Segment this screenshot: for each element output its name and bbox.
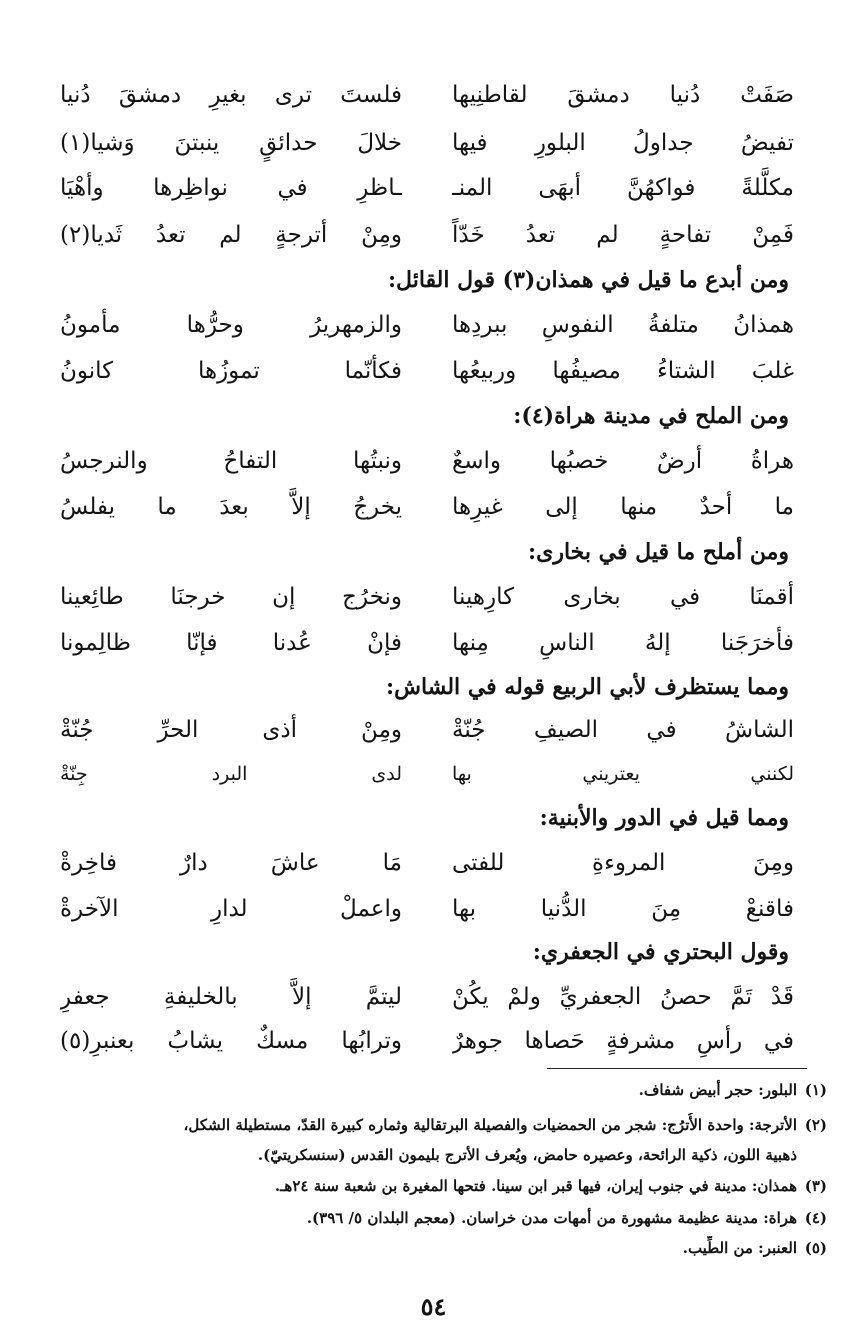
prose-line: وقول البحتري في الجعفري: [532,939,789,965]
footnote [37,1236,827,1261]
verse-line [60,974,794,1020]
prose-line: ومما يستظرف لأبي الربيع قوله في الشاش: [386,674,789,700]
verse-hemistich-second: لدى البرد جِنّةْ [60,763,402,785]
verse-hemistich-first: فأخرَجَنا إلهُ الناسِ مِنها [452,630,794,656]
verse-line [60,120,794,166]
footnote [37,1078,827,1103]
verse-hemistich-first: فاقنعْ مِنَ الدُّنيا بها [452,896,794,922]
verse-line [60,620,794,666]
footnote-number: (٤) [804,1209,827,1227]
footnote-text: الأترجة: واحدة الأُترُج: شجر من الحمضيات والفصيلة البرتقالية وثماره كبيرة القدّ، مستطيلة الشكل، [183,1116,797,1134]
verse-line [60,484,794,530]
verse-line [60,438,794,484]
verse-line [60,707,794,753]
verse-hemistich-second: ونخرُج إن خرجنَا طائِعينا [60,584,402,610]
verse-hemistich-second: وترابُها مسكٌ يشابُ بعنبرِ(٥) [60,1028,402,1054]
verse-hemistich-second: خلالَ حدائقٍ ينبتنَ وَشيا(١) [60,130,402,156]
verse-line [60,212,794,258]
verse-line [60,1018,794,1064]
prose-line: ومما قيل في الدور والأبنية: [539,805,789,831]
verse-hemistich-first: ما أحدٌ منها إلى غيرِها [452,494,794,520]
footnote-text: العنبر: من الطِّيب. [682,1239,797,1257]
footnote-continuation: ذهبية اللون، ذكية الرائحة، وعصيره حامض، ويُعرف الأترج بليمون القدس (سنسكريتيّ). [257,1146,797,1164]
verse-hemistich-second: ونبتُها التفاحُ والنرجسُ [60,448,402,474]
footnote [37,1206,827,1231]
verse-hemistich-second: ومِنْ أذى الحرِّ جُنّةْ [60,717,402,743]
verse-hemistich-second: فإنْ عُدنا فإنّا ظالِمونا [60,630,402,656]
verse-hemistich-first: فَمِنْ تفاحةٍ لم تعدُ خَدّاً [452,222,794,248]
verse-line [60,751,794,797]
footnote-number: (١) [804,1081,827,1099]
verse-hemistich-first: هراةُ أرضٌ خصبُها واسعٌ [452,448,794,474]
prose-line: ومن الملح في مدينة هراة(٤): [513,403,789,429]
footnote-number: (٢) [804,1116,827,1134]
footnote-number: (٣) [804,1177,827,1195]
verse-hemistich-first: غلبَ الشتاءُ مصيفُها وربيعُها [452,358,794,384]
verse-hemistich-first: أقمنَا في بخارى كارِهينا [452,584,794,610]
footnote [37,1113,827,1138]
verse-line [60,165,794,211]
verse-hemistich-second: واعملْ لدارِ الآخرةْ [60,896,402,922]
verse-hemistich-first: في رأسِ مشرفةٍ حَصاها جوهرٌ [452,1028,794,1054]
verse-hemistich-first: مكلَّلةً فواكهُنَّ أبهَى المنـ [452,175,794,201]
verse-hemistich-first: ومِنَ المروءةِ للفتى [452,850,794,876]
prose-line: ومن أملح ما قيل في بخارى: [528,539,789,565]
verse-line [60,840,794,886]
verse-hemistich-second: ـاظرِ في نواظِرها وأهْيَا [60,175,402,201]
verse-hemistich-second: ليتمَّ إلاَّ بالخليفةِ جعفرِ [60,984,402,1010]
verse-hemistich-second: يخرجُ إلاَّ بعدَ ما يفلسُ [60,494,402,520]
verse-hemistich-first: تفيضُ جداولُ البلورِ فيها [452,130,794,156]
page-number: ٥٤ [420,1292,447,1321]
verse-line [60,72,794,118]
verse-hemistich-first: الشاشُ في الصيفِ جُنّةْ [452,717,794,743]
footnote-text: همذان: مدينة في جنوب إيران، فيها قبر ابن سينا. فتحها المغيرة بن شعبة سنة ٢٤هـ. [274,1177,797,1195]
verse-hemistich-first: لكنني يعتريني بها [452,763,794,785]
verse-hemistich-second: ومِنْ أترجةٍ لم تعدُ ثَديا(٢) [60,222,402,248]
verse-line [60,348,794,394]
footnote-separator [547,1068,807,1069]
verse-hemistich-second: فلستَ ترى بغيرِ دمشقَ دُنيا [60,82,402,108]
verse-hemistich-first: قَدْ تَمَّ حصنُ الجعفريِّ ولمْ يكُنْ [452,984,794,1010]
verse-hemistich-second: والزمهريرُ وحرُّها مأمونُ [60,312,402,338]
prose-line: ومن أبدع ما قيل في همذان(٣) قول القائل: [387,267,789,293]
verse-line [60,302,794,348]
verse-line [60,886,794,932]
verse-hemistich-first: صَفَتْ دُنيا دمشقَ لقاطنِيها [452,82,794,108]
verse-hemistich-first: همذانُ متلفةُ النفوسِ ببردِها [452,312,794,338]
verse-line [60,574,794,620]
footnote [37,1174,827,1199]
verse-hemistich-second: مَا عاشَ دارٌ فاخِرةْ [60,850,402,876]
footnote-number: (٥) [804,1239,827,1257]
footnote-text: البلور: حجر أبيض شفاف. [638,1081,797,1099]
verse-hemistich-second: فكأنّما تموزُها كانونُ [60,358,402,384]
footnote-text: هراة: مدينة عظيمة مشهورة من أمهات مدن خراسان. (معجم البلدان ٥/ ٣٩٦). [306,1209,797,1227]
